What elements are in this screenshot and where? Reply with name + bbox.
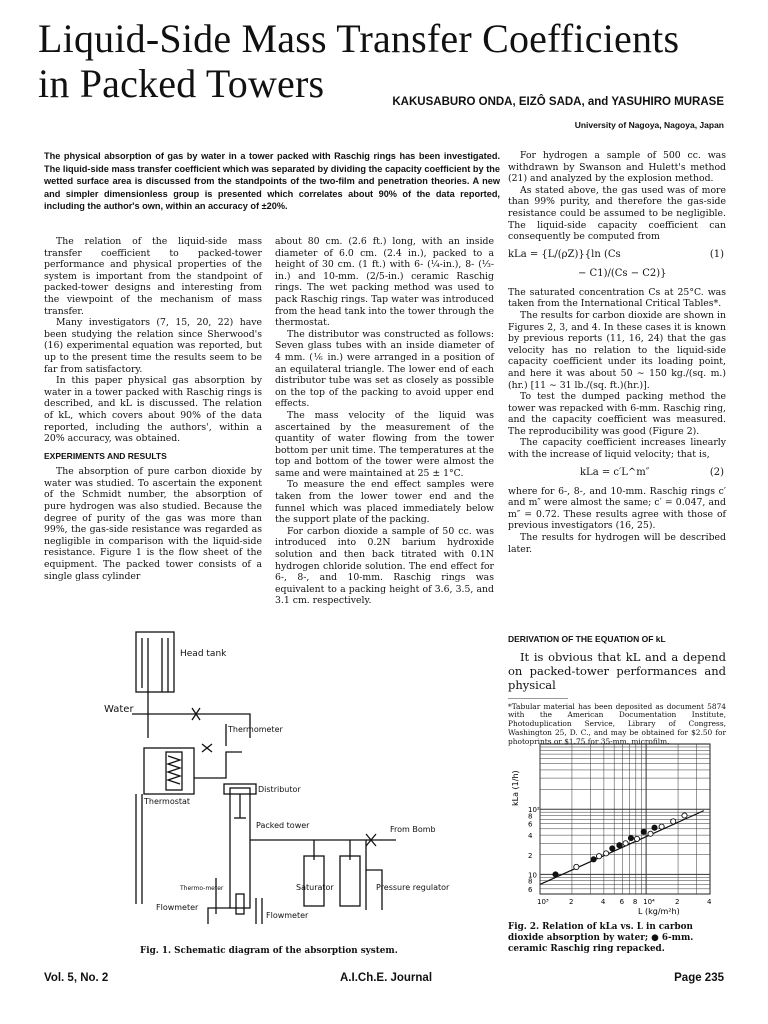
footer-volume: Vol. 5, No. 2 [44, 972, 109, 984]
equation-2 [508, 467, 726, 480]
paragraph: In this paper physical gas absorption by water in a tower packed with Raschig rings is described, and kL is discussed. The relation of kL, which covers about 90% of the data reported, including the authors', within a 20% accuracy, was obtained. [44, 375, 262, 445]
equation-2-number: (2) [709, 466, 724, 478]
column-3-lower [508, 628, 726, 747]
chart-x-tick-label: 6 [619, 898, 625, 906]
chart-fit-line [540, 811, 704, 885]
chart-x-tick-label: 4 [707, 898, 712, 906]
paragraph: about 80 cm. (2.6 ft.) long, with an inside diameter of 6.0 cm. (2.4 in.), packed to a height of 30 cm. (1 ft.) with 6- (¼-in.), 8- (⅓-in.) and 10-mm. (2/5-in.) ceramic Raschig rings. The wet packing method was used to pack Raschig rings. Tap water was introduced from the head tank into the tower through the thermostat. [275, 236, 494, 329]
label-flowmeter-left: Flowmeter [156, 903, 199, 912]
distributor [224, 784, 256, 794]
label-distributor: Distributor [258, 785, 301, 794]
chart-point-filled [553, 872, 558, 877]
chart-point-filled [617, 843, 622, 848]
section-heading: DERIVATION OF THE EQUATION OF kL [508, 634, 666, 644]
footer-journal: A.I.Ch.E. Journal [340, 972, 433, 984]
title-line-2: in Packed Towers [38, 61, 325, 106]
chart-x-tick-label: 10³ [537, 898, 549, 906]
abstract: The physical absorption of gas by water in a tower packed with Raschig rings has been investigated. The liquid-side mass transfer coefficient which was separated by dividing the capacity coefficient by the wetted surface area is discussed from the standpoints of the two-film and penetration theories. A new and simpler dimensionless group is presented which correlates about 90% of the data reported, including the author's own, within an accuracy of ±20%. [44, 151, 500, 212]
equation-1-part-b: − C1)/(Cs − C2)} [578, 267, 667, 279]
pressure-regulator-tube [366, 840, 382, 910]
figure-1-schematic [96, 628, 506, 940]
paragraph: The distributor was constructed as follows: Seven glass tubes with an inside diameter of 4 mm. (⅙ in.) were arranged in a position of an equilateral triangle. The lower end of each distributor tube was set as closely as possible on the top of the packing to avoid upper end effects. [275, 328, 494, 410]
pipe [194, 752, 242, 778]
pipe [208, 908, 230, 924]
label-thermostat: Thermostat [144, 797, 191, 806]
chart-point-open [574, 864, 579, 869]
chart-y-tick-label: 2 [528, 851, 533, 860]
chart-x-tick-label: 10⁴ [643, 898, 655, 906]
chart-point-filled [641, 829, 646, 834]
equation-1-part-a: kLa = {L/(ρZ)}{ln (Cs [508, 248, 621, 260]
paragraph: For hydrogen a sample of 500 cc. was withdrawn by Swanson and Hulett's method (21) and analyzed by the explosion method. [508, 150, 726, 185]
paragraph: The saturated concentration Cs at 25°C. was taken from the International Critical Tables*. [508, 286, 726, 310]
affiliation: University of Nagoya, Nagoya, Japan [574, 120, 724, 130]
chart-point-filled [628, 836, 633, 841]
chart-y-tick-label: 6 [528, 820, 533, 829]
chart-point-filled [610, 846, 615, 851]
authors: KAKUSABURO ONDA, EIZÔ SADA, and YASUHIRO MURASE [392, 96, 724, 108]
paragraph: The results for hydrogen will be described later. [508, 532, 726, 555]
figure-2-chart [508, 736, 726, 918]
label-thermometer-small: Thermo-meter [180, 885, 224, 892]
paragraph: As stated above, the gas used was of more than 99% purity, and therefore the gas-side resistance could be assumed to be negligible. The liquid-side capacity coefficient can consequently be computed from [508, 184, 726, 243]
label-from-bomb: From Bomb [390, 825, 436, 834]
saturator [340, 856, 360, 906]
coil [168, 756, 180, 784]
paragraph: where for 6-, 8-, and 10-mm. Raschig rings c′ and m″ were almost the same; c′ = 0.047, and m″ = 0.72. These results agree with those of previous investigators (16, 25). [508, 485, 726, 532]
footnote-rule [508, 698, 568, 699]
saturator [304, 856, 324, 906]
chart-x-tick-label: 2 [568, 898, 574, 906]
chart-point-open [596, 854, 601, 859]
chart-point-open [634, 836, 639, 841]
column-1 [44, 236, 262, 582]
footer-page: Page 235 [674, 972, 724, 984]
chart-point-filled [652, 825, 657, 830]
chart-point-open [659, 824, 664, 829]
equation-1-number: (1) [709, 248, 724, 260]
title-line-1: Liquid-Side Mass Transfer Coefficients [38, 16, 680, 61]
chart-ticks [528, 806, 712, 906]
chart-y-tick-label: 8 [528, 877, 533, 886]
paragraph: The absorption of pure carbon dioxide by water was studied. To ascertain the exponent of the Schmidt number, the absorption of pure hydrogen was also studied. Because the degree of purity of the gas was more than 99%, the gas-side resistance was regarded as negligible in comparison with the liquid-side resistance. Figure 1 is the flow sheet of the equipment. The packed tower consists of a single glass cylinder [44, 466, 262, 582]
chart-y-tick-label: 8 [528, 812, 533, 821]
valve [202, 744, 212, 752]
chart-y-tick-label: 4 [528, 832, 533, 841]
chart-point-open [604, 851, 609, 856]
chart-x-tick-label: 2 [675, 898, 680, 906]
chart-point-open [648, 831, 653, 836]
label-water: Water [104, 704, 134, 715]
figure-2-caption: Fig. 2. Relation of kLa vs. L in carbon dioxide absorption by water; ● 6-mm. ceramic Raschig ring repacked. [508, 922, 694, 954]
figure-1-caption: Fig. 1. Schematic diagram of the absorption system. [140, 946, 398, 956]
article-title [38, 16, 679, 106]
funnel [236, 894, 244, 914]
label-head-tank: Head tank [180, 649, 227, 659]
paragraph: The relation of the liquid-side mass transfer coefficient to packed-tower performance and physical properties of the system is important from the standpoint of packed-tower designs and interesting from the viewpoint of the mechanism of mass transfer. [44, 236, 262, 317]
chart-y-tick-label: 10² [528, 806, 540, 815]
chart-marks [540, 811, 704, 885]
chart-y-tick-label: 10 [528, 871, 537, 880]
chart-point-open [623, 841, 628, 846]
equation-1 [508, 249, 726, 262]
chart-y-axis-label: kLa (1/h) [511, 770, 520, 806]
chart-x-tick-label: 4 [600, 898, 606, 906]
paragraph: The capacity coefficient increases linearly with the increase of liquid velocity; that is, [508, 437, 726, 461]
column-2 [275, 236, 494, 607]
paragraph: For carbon dioxide a sample of 50 cc. was introduced into 0.2N barium hydroxide solution and then back titrated with 0.1N hydrogen chloride solution. The end effect for 6-, 8-, and 10-mm. Raschig rings was equivalent to a packing height of 3.6, 3.5, and 3.1 cm. respectively. [275, 525, 494, 607]
label-pressure-regulator: Pressure regulator [376, 883, 450, 892]
chart-y-tick-label: 6 [528, 885, 533, 894]
column-3 [508, 150, 726, 555]
chart-x-axis-label: L (kg/m²h) [638, 907, 680, 916]
section-heading: EXPERIMENTS AND RESULTS [44, 450, 167, 461]
paragraph: To measure the end effect samples were taken from the lower tower end and the funnel which was placed immediately below the support plate of the packing. [275, 479, 494, 526]
equation-2-body: kLa = c′L^m″ [580, 466, 650, 478]
footnote: *Tabular material has been deposited as document 5874 with the American Documentation Institute, Photoduplication Service, Library of Congress, Washington 25, D. C., and may be obtained for $2.50 for photoprints or $1.75 for 35-mm. microfilm. [508, 701, 726, 746]
label-flowmeter-right: Flowmeter [266, 911, 309, 920]
chart-point-filled [591, 857, 596, 862]
paragraph: Many investigators (7, 15, 20, 22) have been studying the relation since Sherwood's (16) experimental equation was reported, but up to the present time the results seem to be far from satisfactory. [44, 317, 262, 375]
paragraph: To test the dumped packing method the tower was repacked with 6-mm. Raschig ring, and the capacity coefficient was measured. The reproducibility was good (Figure 2). [508, 391, 726, 437]
paragraph: The mass velocity of the liquid was ascertained by the measurement of the quantity of water flowing from the tower bottom per unit time. The temperatures at the top and bottom of the tower were almost the same and were maintained at 25 ± 1°C. [275, 409, 494, 479]
equation-1-cont [508, 268, 726, 281]
chart-point-open [682, 813, 687, 818]
paragraph: It is obvious that kL and a depend on packed-tower performances and physical [508, 649, 726, 692]
label-packed-tower: Packed tower [256, 821, 310, 830]
chart-point-open [671, 819, 676, 824]
label-thermometer: Thermometer [228, 725, 283, 734]
chart-x-tick-label: 8 [632, 898, 638, 906]
label-saturator: Saturator [296, 883, 334, 892]
paragraph: The results for carbon dioxide are shown in Figures 2, 3, and 4. In these cases it is known by previous reports (11, 16, 24) that the gas velocity has no relation to the liquid-side capacity coefficient under its loading point, and here it was about 50 ∼ 150 kg./(sq. m.)(hr.) [11 ∼ 31 lb./(sq. ft.)(hr.)]. [508, 309, 726, 391]
